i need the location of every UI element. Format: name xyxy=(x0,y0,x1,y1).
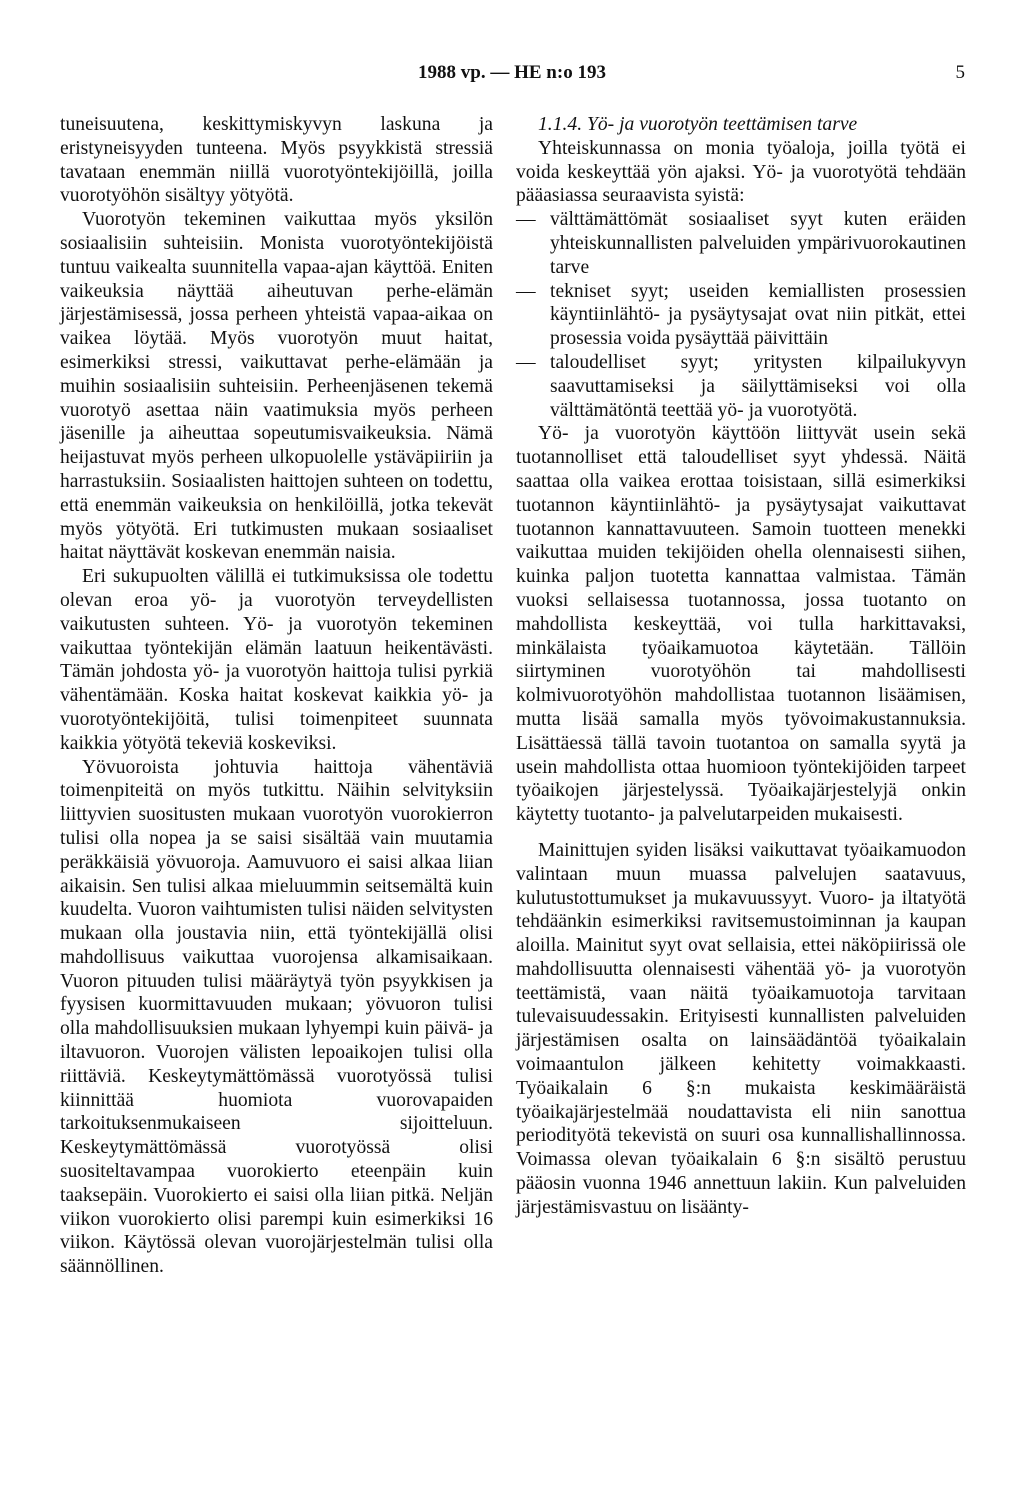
section-heading: 1.1.4. Yö- ja vuorotyön teettämisen tarve xyxy=(538,114,858,135)
dash-bullet: — xyxy=(516,280,536,302)
list-item-text: tekniset syyt; useiden kemiallisten prosessien käyntiinlähtö- ja pysäytysajat ovat niin pitkät, ettei prosessia voida pysäyttää päivittäin xyxy=(550,280,966,350)
right-column xyxy=(516,113,966,1220)
list-item xyxy=(516,351,966,422)
paragraph: Yö- ja vuorotyön käyttöön liittyvät usein sekä tuotannolliset että taloudelliset syyt yhdessä. Näitä saattaa olla vaikea erottaa toisistaan, sillä esimerkiksi tuotannon käyntiinlähtö- ja pysäytysajat vaikuttavat tuotannon kannattavuuteen. Samoin tuotteen menekki vaikuttaa muiden tekijöiden ohella olennaisesti siihen, kuinka paljon tuotetta kannattaa valmistaa. Tämän vuoksi sellaisessa tuotannossa, jossa tuotanto on mahdollista keskeyttää, voi tulla harkittavaksi, minkälaista työaikamuotoa käytetään. Tällöin siirtyminen vuorotyöhön tai mahdollisesti kolmivuorotyöhön mahdollistaa tuotannon lisäämisen, mutta lisää samalla myös työvoimakustannuksia. Lisättäessä tällä tavoin tuotantoa on samalla syytä ja usein mahdollista ottaa huomioon työntekijöiden tarpeet työaikojen järjestelyssä. Työaikajärjestelyjä onkin käytetty tuotanto- ja palvelutarpeiden mukaisesti. xyxy=(516,423,966,826)
list-item xyxy=(516,280,966,351)
paragraph: tuneisuutena, keskittymiskyvyn laskuna ja eristyneisyyden tunteena. Myös psyykkistä stressiä tavataan enemmän niillä vuorotyöntekijöillä, joilla vuorotyöhön sisältyy yötyötä. xyxy=(60,114,493,207)
paragraph: Yövuoroista johtuvia haittoja vähentäviä toimenpiteitä on myös tutkittu. Näihin selvityksiin liittyvien suositusten mukaan vuorotyön vuorokierron tulisi olla nopea ja se saisi sisältää vain muutamia peräkkäisiä yövuoroja. Aamuvuoro ei saisi alkaa liian aikaisin. Sen tulisi alkaa mieluummin seitsemältä kuin kuudelta. Vuoron vaihtumisten tulisi näiden selvitysten mukaan olla joustavia niin, että työntekijällä olisi mahdollisuus vaikuttaa vuorojensa alkamisaikaan. Vuoron pituuden tulisi määräytyä työn psyykkisen ja fyysisen kuormittavuuden mukaan; yövuoron tulisi olla mahdollisuuksien mukaan lyhyempi kuin päivä- ja iltavuoron. Vuorojen välisten lepoaikojen tulisi olla riittäviä. Keskeytymättömässä vuorotyössä tulisi kiinnittää huomiota vuorovapaiden tarkoituksenmukaiseen sijoitteluun. Keskeytymättömässä vuorotyössä olisi suositeltavampaa vuorokierto eteenpäin kuin taaksepäin. Vuorokierto ei saisi olla liian pitkä. Neljän viikon vuorokierto olisi parempi kuin esimerkiksi 16 viikon. Käytössä olevan vuorojärjestelmän tulisi olla säännöllinen. xyxy=(60,756,493,1278)
paragraph: Mainittujen syiden lisäksi vaikuttavat työaikamuodon valintaan muun muassa palvelujen saatavuus, kulutustottumukset ja mukavuussyyt. Vuoro- ja iltatyötä tehdäänkin esimerkiksi ravitsemustoiminnan ja kaupan aloilla. Mainitut syyt ovat sellaisia, ettei näköpiirissä ole mahdollisuutta olennaisesti vähentää yö- ja vuorotyön teettämistä, vaan näitä työaikamuotoja tarvitaan tulevaisuudessakin. Erityisesti kunnallisten palveluiden järjestämisen osalta on lainsäädäntöä työaikalain voimaantulon jälkeen kehitetty voimakkaasti. Työaikalain 6 §:n mukaista keskimääräistä työaikajärjestelmää noudattavista eli niin sanottua periodityötä tekevistä on suuri osa kunnallishallinnossa. Voimassa olevan työaikalain 6 §:n sisältö perustuu pääosin vuonna 1946 annettuun lakiin. Kun palveluiden järjestämisvastuu on lisäänty- xyxy=(516,839,966,1218)
document-reference: 1988 vp. — HE n:o 193 xyxy=(418,62,606,83)
paragraph: Eri sukupuolten välillä ei tutkimuksissa ole todettu olevan eroa yö- ja vuorotyön terveydellisten vaikutusten suhteen. Yö- ja vuorotyön tekeminen vaikuttaa työntekijän elämän laatuun heikentävästi. Tämän johdosta yö- ja vuorotyön haittoja tulisi pyrkiä vähentämään. Koska haitat koskevat kaikkia yö- ja vuorotyöntekijöitä, tulisi toimenpiteet suunnata kaikkia yötyötä tekeviä koskeviksi. xyxy=(60,566,493,754)
paragraph: Yhteiskunnassa on monia työaloja, joilla työtä ei voida keskeyttää yön ajaksi. Yö- ja vuorotyötä tehdään pääasiassa seuraavista syistä: xyxy=(516,137,966,207)
paragraph: Vuorotyön tekeminen vaikuttaa myös yksilön sosiaalisiin suhteisiin. Monista vuorotyöntekijöistä tuntuu vaikealta suunnitella vapaa-ajan käyttöä. Eniten vaikeuksia näyttää aiheutuvan perhe-elämän järjestämisessä, jossa perheen yhteistä vapaa-aikaa on vaikea löytää. Myös vuorotyön muut haitat, esimerkiksi stressi, vaikuttavat perhe-elämään ja muihin sosiaalisiin suhteisiin. Perheenjäsenen tekemä vuorotyö asettaa näin vaatimuksia myös perheen jäsenille ja aiheuttaa sopeutumisvaikeuksia. Nämä heijastuvat myös perheen ulkopuolelle ystäväpiiriin ja harrastuksiin. Sosiaalisten haittojen suhteen on todettu, että enemmän vaikeuksia on henkilöillä, jotka tekevät myös yötyötä. Eri tutkimusten mukaan sosiaaliset haitat näyttävät koskevan enemmän naisia. xyxy=(60,209,493,564)
list-item-text: taloudelliset syyt; yritysten kilpailukyvyn saavuttamiseksi ja säilyttämiseksi voi olla välttämätöntä teettää yö- ja vuorotyötä. xyxy=(550,351,966,421)
page-number: 5 xyxy=(955,62,965,83)
list-item xyxy=(516,208,966,279)
dash-bullet: — xyxy=(516,351,536,373)
left-column xyxy=(60,113,493,1279)
list-item-text: välttämättömät sosiaaliset syyt kuten eräiden yhteiskunnallisten palveluiden ympärivuorokautinen tarve xyxy=(550,209,966,278)
dash-bullet: — xyxy=(516,209,536,231)
page-header xyxy=(0,62,1024,92)
reasons-list xyxy=(516,208,966,422)
